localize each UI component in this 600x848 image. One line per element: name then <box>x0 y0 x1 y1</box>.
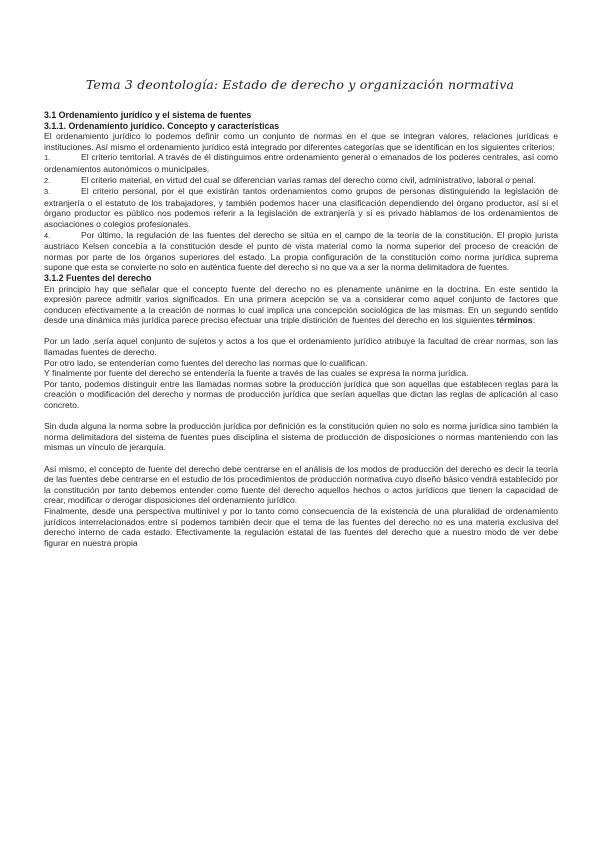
subsection-heading-3-1-1: 3.1.1. Ordenamiento jurídico. Concepto y características <box>44 120 280 131</box>
criteria-number: 1. <box>44 153 51 163</box>
criteria-text: El criterio personal, por el que existirán tantos ordenamientos como grupos de personas distinguiendo la legislación de extranjería o el estatuto de los trabajadores, y también podemos hacer una clasificación dependiendo del órgano productor, así si el órgano productor es público nos podemos referir a la legislación de extranjería y si es privado hablamos de los ordenamientos de asociaciones o colegios profesionales. <box>44 186 558 229</box>
paragraph-qualifying-norms: Por otro lado, se entenderían como fuentes del derecho las normas que lo cualifican. <box>44 357 368 368</box>
criteria-item-4 <box>44 230 558 273</box>
paragraph-subjects: Por un lado ,sería aquel conjunto de sujetos y actos a los que el ordenamiento jurídico atribuye la facultad de crear normas, son las llamadas fuentes de derecho. <box>44 336 558 358</box>
paragraph-expression: Y finalmente por fuente del derecho se entendería la fuente a través de las cuales se expresa la norma jurídica. <box>44 368 469 379</box>
document-body <box>44 110 558 548</box>
paragraph-constitution: Sin duda alguna la norma sobre la producción jurídica por definición es la constitución quien no solo es norma jurídica sino también la norma delimitadora del sistema de fuentes pues disciplina el sistema de producción de disposiciones o normas manteniendo con las mismas un vínculo de jerarquía. <box>44 421 558 453</box>
intro-paragraph: El ordenamiento jurídico lo podemos definir como un conjunto de normas en el que se integran valores, relaciones jurídicas e instituciones. Así mismo el ordenamiento jurídico está integrado por diferentes categorías que se identifican en los siguientes criterios: <box>44 131 558 152</box>
criteria-text: El criterio territorial. A través de él distinguimos entre ordenamiento general o emanados de los poderes centrales, así como ordenamientos autonómicos o municipales. <box>44 152 558 174</box>
criteria-text: Por último, la regulación de las fuentes del derecho se sitúa en el campo de la teoría de la constitución. El propio jurista austriaco Kelsen concebía a la constitución desde el punto de vista material como la norma superior del proceso de creación de normas por parte de los órganos superiores del estado. La propia configuración de la constitución como norma jurídica suprema supone que esta se convierte no solo en auténtica fuente del derecho si no que va a ser la norma delimitadora de fuentes. <box>44 229 558 273</box>
document-title: Tema 3 deontología: Estado de derecho y organización normativa <box>85 77 515 92</box>
criteria-number: 2. <box>44 175 51 185</box>
criteria-number: 3. <box>44 187 51 197</box>
section-heading-3-1-2: 3.1.2 Fuentes del derecho <box>44 272 152 283</box>
criteria-item-3 <box>44 186 558 229</box>
paragraph-production-norms: Por tanto, podemos distinguir entre las llamadas normas sobre la producción jurídica que son aquellas que establecen reglas para la creación o modificación del derecho y normas de producción jurídica que serían aquellas que dictan las reglas de aplicación al caso concreto. <box>44 378 558 411</box>
paragraph-definition-colon: : <box>532 315 536 326</box>
criteria-item-2 <box>44 175 558 187</box>
paragraph-definition-text: En principio hay que señalar que el concepto fuente del derecho no es plenamente unánime en la doctrina. En este sentido la expresión parece admitir varios significados. En una primera acepción se va a considerar como aquel conjunto de factores que conducen efectivamente a la creación de normas lo cual implica una concepción sociológica de las mismas. En un segundo sentido desde una dinámica más jurídica parece preciso efectuar una triple distinción de fuentes del derecho en los siguientes <box>44 283 558 326</box>
criteria-text: El criterio material, en virtud del cual se diferencian varias ramas del derecho como civil, administrativo, laboral o penal. <box>81 174 536 185</box>
section-heading-3-1: 3.1 Ordenamiento jurídico y el sistema de fuentes <box>44 110 252 120</box>
bold-term: términos <box>496 315 533 326</box>
criteria-item-1 <box>44 152 558 174</box>
paragraph-definition <box>44 284 558 326</box>
paragraph-production-modes: Así mismo, el concepto de fuente del derecho debe centrarse en el análisis de los modos de producción del derecho es decir la teoría de las fuentes debe centrarse en el estudio de los procedimientos de producción normativa cuyo diseño básico vendrá establecido por la constitución por tanto debemos entender como fuente del derecho aquellos hechos o actos jurídicos que tienen la capacidad de crear, modificar o derogar disposiciones del ordenamiento jurídico. <box>44 463 558 506</box>
paragraph-multilevel: Finalmente, desde una perspectiva multinivel y por lo tanto como consecuencia de la existencia de una pluralidad de ordenamiento jurídicos interrelacionados entre sí podemos también decir que el tema de las fuentes del derecho no es una materia exclusiva del derecho interno de cada estado. Efectivamente la regulación estatal de las fuentes del derecho que a nuestro modo de ver debe figurar en nuestra propia <box>44 505 558 548</box>
criteria-number: 4. <box>44 230 51 240</box>
